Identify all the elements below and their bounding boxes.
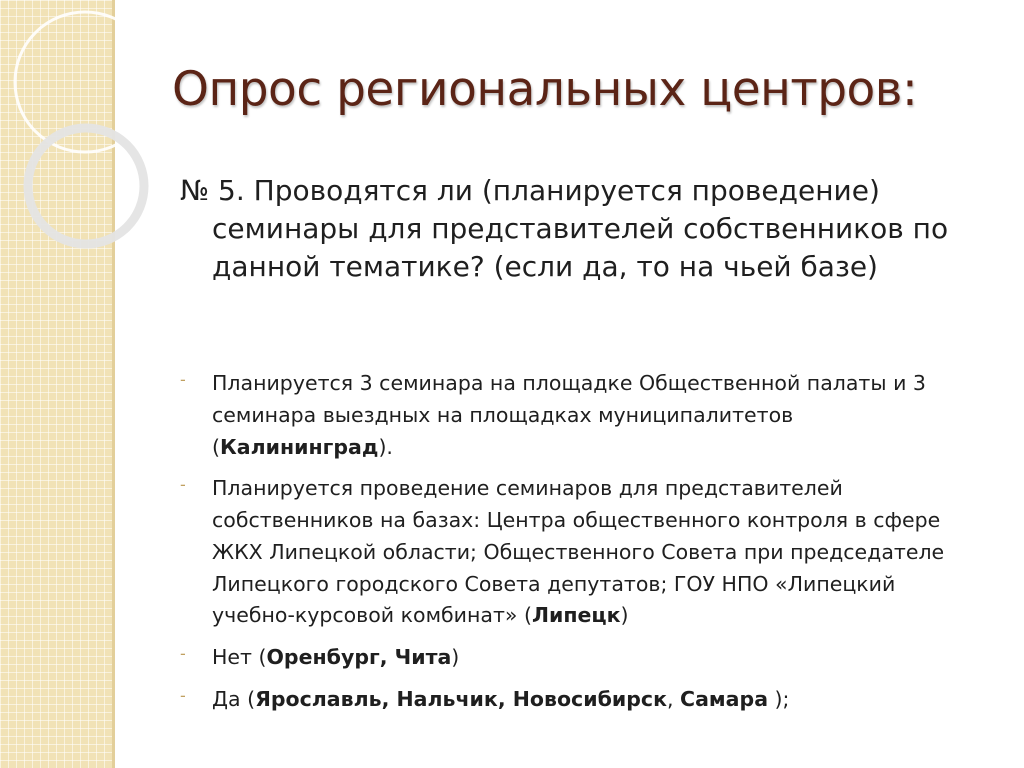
answer-text: ); [768,686,790,711]
answer-text: Планируется 3 семинара на площадке Общественной палаты и 3 семинара выездных на площадках муниципалитетов ( [212,371,926,459]
answer-text: ) [620,603,629,628]
answer-item [180,684,980,716]
answer-list [180,368,980,726]
answer-text: Планируется проведение семинаров для представителей собственников на базах: Центра общественного контроля в сфере ЖКХ Липецкой области; Общественного Совета при председателе Липецкого городского Совета депутатов; ГОУ НПО «Липецкий учебно-курсовой комбинат» ( [212,476,945,628]
bullet-dash: - [180,685,186,705]
bullet-dash: - [180,475,186,495]
slide-title: Опрос региональных центров: [172,62,918,117]
survey-question: № 5. Проводятся ли (планируется проведение) семинары для представителей собственников по данной тематике? (если да, то на чьей базе) [180,174,949,284]
decorative-circles [0,0,160,260]
answer-item [180,642,980,674]
city-name: Ярославль, Нальчик, Новосибирск [255,686,667,711]
city-name: Липецк [531,603,621,628]
answer-item [180,368,980,463]
bullet-dash: - [180,644,186,664]
answer-text: Нет ( [212,645,267,670]
city-name: Оренбург, Чита [266,645,452,670]
answer-text: ) [451,645,460,670]
answer-text: , [667,686,681,711]
city-name: Самара [680,686,769,711]
answer-text: Да ( [212,686,256,711]
answer-text: ). [378,434,393,459]
bullet-dash: - [180,370,186,389]
answer-item [180,473,980,632]
city-name: Калининград [220,434,379,459]
